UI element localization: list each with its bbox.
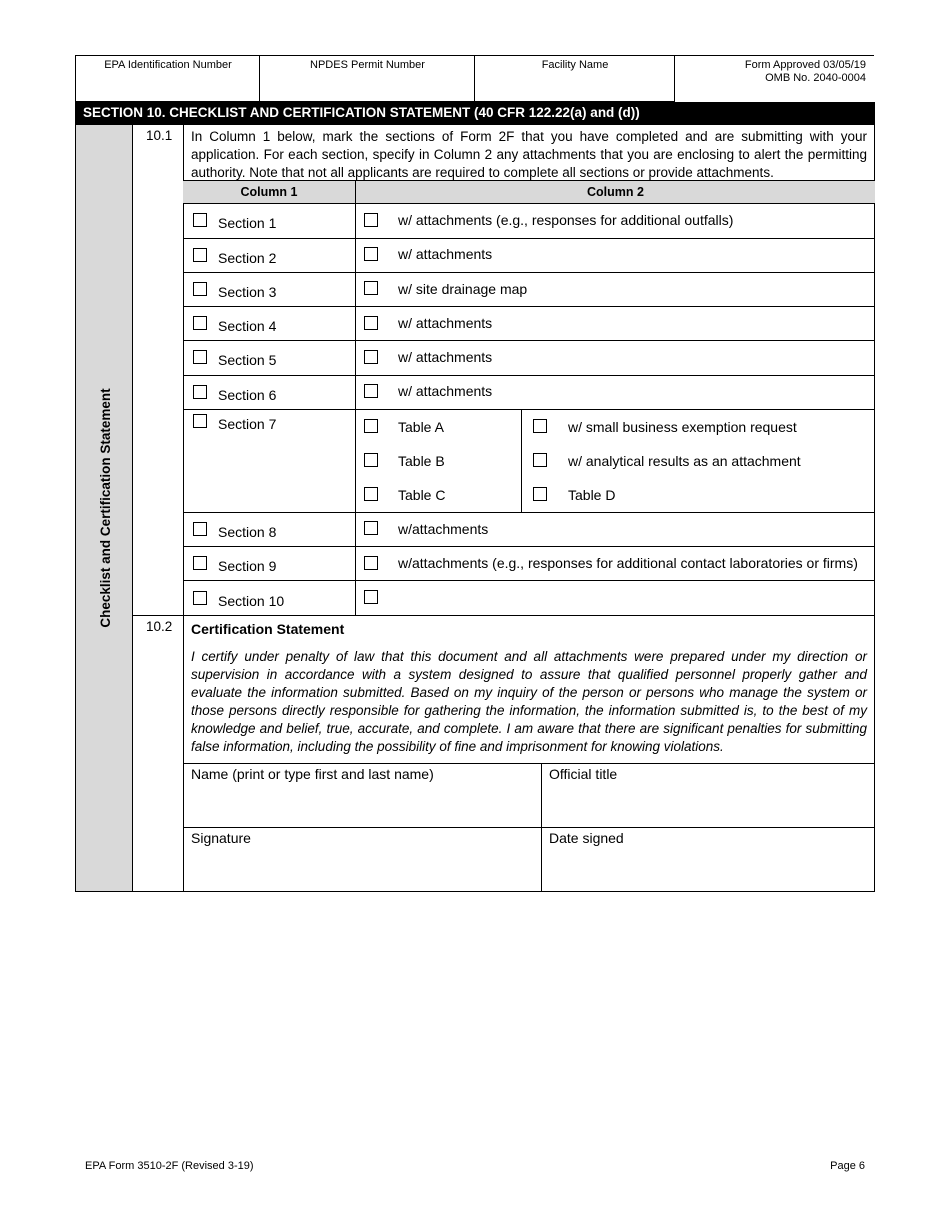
table-d-checkbox[interactable] bbox=[533, 487, 547, 501]
section-6-label: Section 6 bbox=[218, 387, 277, 403]
section-1-attachment-checkbox[interactable] bbox=[364, 213, 378, 227]
section-8-attachment-checkbox[interactable] bbox=[364, 521, 378, 535]
facility-name-field[interactable] bbox=[474, 55, 675, 102]
npdes-permit-field[interactable] bbox=[259, 55, 475, 102]
table-c-label: Table C bbox=[398, 487, 446, 503]
section-3-attachment-checkbox[interactable] bbox=[364, 281, 378, 295]
section-title: SECTION 10. CHECKLIST AND CERTIFICATION STATEMENT (40 CFR 122.22(a) and (d)) bbox=[75, 102, 875, 125]
table-a-checkbox[interactable] bbox=[364, 419, 378, 433]
section-2-checkbox[interactable] bbox=[193, 248, 207, 262]
section-5-checkbox[interactable] bbox=[193, 350, 207, 364]
item-number-10-1: 10.1 bbox=[146, 128, 173, 143]
section-10-attachment-checkbox[interactable] bbox=[364, 590, 378, 604]
section-1-label: Section 1 bbox=[218, 215, 277, 231]
item-number-10-2: 10.2 bbox=[146, 619, 173, 634]
section-2-label: Section 2 bbox=[218, 250, 277, 266]
section-10-checkbox[interactable] bbox=[193, 591, 207, 605]
name-field[interactable] bbox=[183, 764, 541, 827]
section-9-label: Section 9 bbox=[218, 558, 277, 574]
table-a-label: Table A bbox=[398, 419, 444, 435]
divider bbox=[132, 615, 875, 616]
section-5-attachment-label: w/ attachments bbox=[398, 349, 493, 365]
divider bbox=[521, 409, 522, 512]
section-6-checkbox[interactable] bbox=[193, 385, 207, 399]
section-7-checkbox[interactable] bbox=[193, 414, 207, 428]
table-b-label: Table B bbox=[398, 453, 445, 469]
divider bbox=[183, 546, 875, 547]
section-2-attachment-checkbox[interactable] bbox=[364, 247, 378, 261]
section-8-attachment-label: w/attachments bbox=[398, 521, 489, 537]
page-number: Page 6 bbox=[830, 1160, 865, 1172]
divider bbox=[183, 272, 875, 273]
epa-id-label: EPA Identification Number bbox=[104, 59, 232, 71]
table-b-checkbox[interactable] bbox=[364, 453, 378, 467]
date-signed-label: Date signed bbox=[549, 830, 624, 846]
date-signed-field[interactable] bbox=[542, 828, 874, 891]
section-8-checkbox[interactable] bbox=[193, 522, 207, 536]
divider bbox=[355, 180, 356, 615]
small-business-checkbox[interactable] bbox=[533, 419, 547, 433]
name-label: Name (print or type first and last name) bbox=[191, 766, 434, 782]
divider bbox=[183, 512, 875, 513]
section-5-label: Section 5 bbox=[218, 352, 277, 368]
section-8-label: Section 8 bbox=[218, 524, 277, 540]
npdes-permit-label: NPDES Permit Number bbox=[310, 59, 425, 71]
certification-title: Certification Statement bbox=[191, 621, 345, 637]
divider bbox=[183, 340, 875, 341]
section-6-attachment-label: w/ attachments bbox=[398, 383, 493, 399]
section-5-attachment-checkbox[interactable] bbox=[364, 350, 378, 364]
form-approval bbox=[674, 55, 874, 102]
section-4-attachment-checkbox[interactable] bbox=[364, 316, 378, 330]
epa-id-field[interactable] bbox=[75, 55, 260, 102]
section-2-attachment-label: w/ attachments bbox=[398, 246, 493, 262]
section-6-attachment-checkbox[interactable] bbox=[364, 384, 378, 398]
analytical-results-checkbox[interactable] bbox=[533, 453, 547, 467]
instructions: In Column 1 below, mark the sections of Form 2F that you have completed and are submitting with your application. For each section, specify in Column 2 any attachments that you are enclosing to alert the permitting authority. Note that not all applicants are required to complete all sections or provide attachments. bbox=[191, 129, 867, 180]
divider bbox=[183, 375, 875, 376]
section-9-attachment-checkbox[interactable] bbox=[364, 556, 378, 570]
section-10-label: Section 10 bbox=[218, 593, 285, 609]
divider bbox=[75, 891, 875, 892]
section-1-checkbox[interactable] bbox=[193, 213, 207, 227]
column1-header: Column 1 bbox=[183, 180, 355, 204]
official-title-label: Official title bbox=[549, 766, 618, 782]
section-4-label: Section 4 bbox=[218, 318, 277, 334]
section-9-checkbox[interactable] bbox=[193, 556, 207, 570]
divider bbox=[183, 306, 875, 307]
column2-header: Column 2 bbox=[355, 180, 875, 204]
certification-text: I certify under penalty of law that this document and all attachments were prepared under my direction or supervision in accordance with a system designed to assure that qualified personnel properly gather and evaluate the information submitted. Based on my inquiry of the person or persons who manage the system or those persons directly responsible for gathering the information, the information submitted is, to the best of my knowledge and belief, true, accurate, and complete. I am aware that there are significant penalties for submitting false information, including the possibility of fine and imprisonment for knowing violations. bbox=[191, 649, 867, 754]
facility-name-label: Facility Name bbox=[541, 59, 609, 71]
section-1-attachment-label: w/ attachments (e.g., responses for additional outfalls) bbox=[398, 212, 734, 228]
official-title-field[interactable] bbox=[542, 764, 874, 827]
table-c-checkbox[interactable] bbox=[364, 487, 378, 501]
section-3-label: Section 3 bbox=[218, 284, 277, 300]
divider bbox=[874, 125, 875, 892]
section-7-label: Section 7 bbox=[218, 416, 277, 432]
omb-number: OMB No. 2040-0004 bbox=[765, 72, 866, 84]
section-3-checkbox[interactable] bbox=[193, 282, 207, 296]
small-business-label: w/ small business exemption request bbox=[568, 419, 797, 435]
divider bbox=[132, 125, 133, 892]
divider bbox=[183, 238, 875, 239]
signature-label: Signature bbox=[191, 830, 251, 846]
divider bbox=[183, 409, 875, 410]
side-label: Checklist and Certification Statement bbox=[98, 388, 113, 628]
section-4-attachment-label: w/ attachments bbox=[398, 315, 493, 331]
section-4-checkbox[interactable] bbox=[193, 316, 207, 330]
section-9-attachment-label: w/attachments (e.g., responses for additional contact laboratories or firms) bbox=[398, 555, 858, 571]
table-d-label: Table D bbox=[568, 487, 616, 503]
form-number: EPA Form 3510-2F (Revised 3-19) bbox=[85, 1160, 254, 1172]
divider bbox=[183, 580, 875, 581]
section-3-attachment-label: w/ site drainage map bbox=[398, 281, 528, 297]
form-approved-date: Form Approved 03/05/19 bbox=[744, 59, 866, 71]
signature-field[interactable] bbox=[183, 828, 541, 891]
analytical-results-label: w/ analytical results as an attachment bbox=[568, 453, 801, 469]
